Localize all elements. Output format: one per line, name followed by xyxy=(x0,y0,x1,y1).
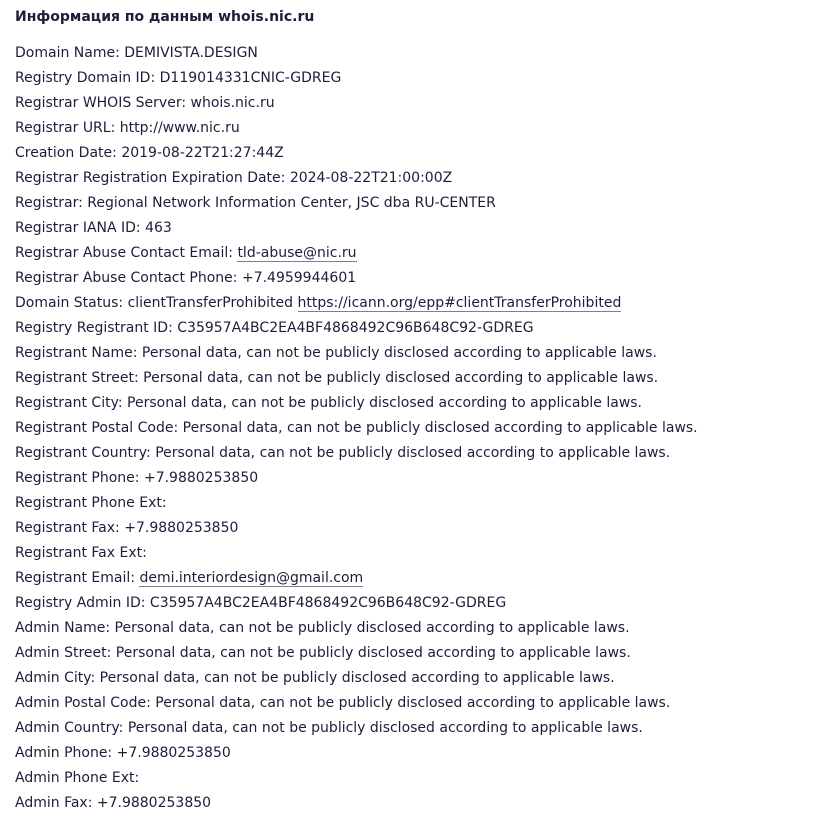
status-reference-link[interactable]: https://icann.org/epp#clientTransferProhibited xyxy=(297,295,622,311)
whois-record-row xyxy=(15,491,821,516)
record-value: Personal data, can not be publicly disclosed according to applicable laws. xyxy=(182,420,698,436)
record-value: DEMIVISTA.DESIGN xyxy=(124,45,258,61)
record-value: whois.nic.ru xyxy=(190,95,275,111)
whois-record-row xyxy=(15,716,821,741)
record-label: Admin Street: xyxy=(15,645,112,661)
record-label: Registrant Phone Ext: xyxy=(15,495,167,511)
record-value: +7.9880253850 xyxy=(143,470,259,486)
whois-record-row xyxy=(15,241,821,266)
record-value: Personal data, can not be publicly disclosed according to applicable laws. xyxy=(127,395,643,411)
record-value-link[interactable]: tld-abuse@nic.ru xyxy=(237,245,357,261)
record-value: Personal data, can not be publicly disclosed according to applicable laws. xyxy=(115,645,631,661)
record-value: clientTransferProhibited xyxy=(127,295,294,311)
page-title: Информация по данным whois.nic.ru xyxy=(15,9,315,25)
record-label: Registrar Registration Expiration Date: xyxy=(15,170,286,186)
whois-record-row xyxy=(15,116,821,141)
whois-record-row xyxy=(15,441,821,466)
whois-record-row xyxy=(15,566,821,591)
whois-record-row xyxy=(15,791,821,816)
record-label: Registrant Name: xyxy=(15,345,138,361)
record-label: Admin Country: xyxy=(15,720,124,736)
record-label: Registry Admin ID: xyxy=(15,595,146,611)
whois-record-list xyxy=(15,41,821,816)
record-value: +7.4959944601 xyxy=(241,270,357,286)
record-value-link[interactable]: demi.interiordesign@gmail.com xyxy=(139,570,364,586)
whois-record-row xyxy=(15,741,821,766)
record-label: Registrant Fax: xyxy=(15,520,120,536)
record-label: Registrar IANA ID: xyxy=(15,220,141,236)
record-label: Registrant Phone: xyxy=(15,470,140,486)
record-value: 2019-08-22T21:27:44Z xyxy=(121,145,284,161)
whois-record-row xyxy=(15,766,821,791)
record-label: Registrant Email: xyxy=(15,570,135,586)
record-value: 2024-08-22T21:00:00Z xyxy=(289,170,453,186)
whois-record-row xyxy=(15,591,821,616)
record-value: +7.9880253850 xyxy=(96,795,212,811)
whois-record-row xyxy=(15,466,821,491)
whois-record-row xyxy=(15,216,821,241)
whois-record-row xyxy=(15,541,821,566)
whois-record-row xyxy=(15,141,821,166)
record-value: +7.9880253850 xyxy=(116,745,231,761)
record-label: Creation Date: xyxy=(15,145,117,161)
whois-record-row xyxy=(15,666,821,691)
record-value: Personal data, can not be publicly disclosed according to applicable laws. xyxy=(143,370,659,386)
record-label: Domain Name: xyxy=(15,45,120,61)
whois-record-row xyxy=(15,41,821,66)
record-label: Registrant Fax Ext: xyxy=(15,545,147,561)
record-label: Registrar WHOIS Server: xyxy=(15,95,187,111)
record-label: Registrar Abuse Contact Email: xyxy=(15,245,233,261)
record-value: Personal data, can not be publicly disclosed according to applicable laws. xyxy=(155,695,671,711)
whois-record-row xyxy=(15,66,821,91)
record-value: C35957A4BC2EA4BF4868492C96B648C92-GDREG xyxy=(177,320,534,336)
whois-record-row xyxy=(15,616,821,641)
record-label: Domain Status: xyxy=(15,295,124,311)
record-label: Registry Domain ID: xyxy=(15,70,156,86)
record-value: 463 xyxy=(145,220,172,236)
record-value: Personal data, can not be publicly disclosed according to applicable laws. xyxy=(114,620,630,636)
record-value: C35957A4BC2EA4BF4868492C96B648C92-GDREG xyxy=(149,595,507,611)
record-label: Registrant Street: xyxy=(15,370,139,386)
record-label: Admin Postal Code: xyxy=(15,695,151,711)
record-label: Admin Name: xyxy=(15,620,111,636)
record-value: Personal data, can not be publicly disclosed according to applicable laws. xyxy=(99,670,615,686)
record-value: http://www.nic.ru xyxy=(119,120,240,136)
record-value: D119014331CNIC-GDREG xyxy=(159,70,342,86)
whois-record-row xyxy=(15,341,821,366)
whois-record-row xyxy=(15,641,821,666)
record-label: Admin Phone: xyxy=(15,745,113,761)
record-label: Registrant Postal Code: xyxy=(15,420,179,436)
record-value: +7.9880253850 xyxy=(124,520,239,536)
whois-record-row xyxy=(15,391,821,416)
whois-record-row xyxy=(15,91,821,116)
record-value: Personal data, can not be publicly disclosed according to applicable laws. xyxy=(155,445,671,461)
whois-record-row xyxy=(15,191,821,216)
record-label: Admin Phone Ext: xyxy=(15,770,140,786)
record-value: Regional Network Information Center, JSC dba RU-CENTER xyxy=(87,195,496,211)
record-label: Registrar URL: xyxy=(15,120,116,136)
record-label: Registry Registrant ID: xyxy=(15,320,173,336)
whois-record-row xyxy=(15,291,821,316)
whois-record-row xyxy=(15,266,821,291)
whois-record-row xyxy=(15,366,821,391)
record-label: Registrar Abuse Contact Phone: xyxy=(15,270,238,286)
record-label: Registrar: xyxy=(15,195,83,211)
record-label: Admin City: xyxy=(15,670,96,686)
record-value: Personal data, can not be publicly disclosed according to applicable laws. xyxy=(141,345,657,361)
record-value: Personal data, can not be publicly disclosed according to applicable laws. xyxy=(127,720,643,736)
whois-record-row xyxy=(15,691,821,716)
whois-record-row xyxy=(15,166,821,191)
record-label: Admin Fax: xyxy=(15,795,93,811)
whois-record-row xyxy=(15,316,821,341)
record-label: Registrant City: xyxy=(15,395,123,411)
record-label: Registrant Country: xyxy=(15,445,151,461)
whois-record-row xyxy=(15,516,821,541)
whois-record-row xyxy=(15,416,821,441)
